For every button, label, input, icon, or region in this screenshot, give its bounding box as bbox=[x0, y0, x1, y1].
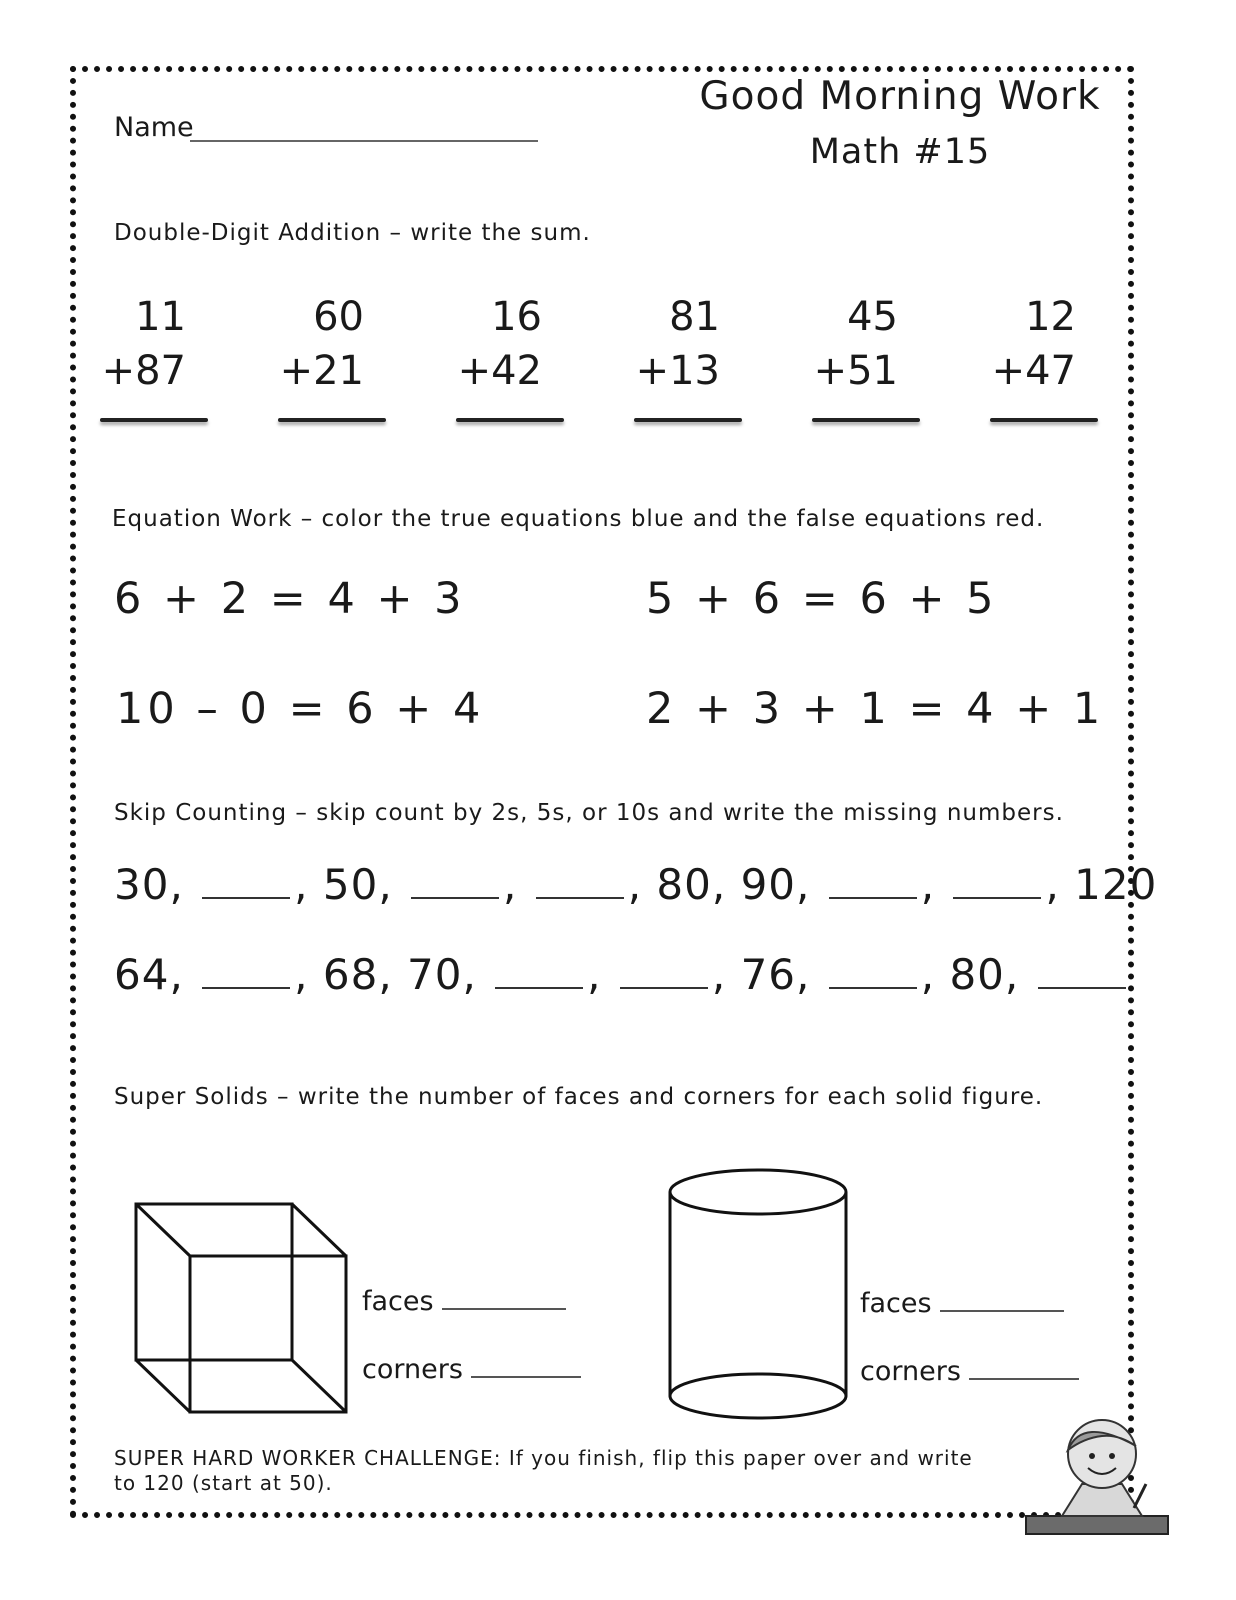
cylinder-figure bbox=[666, 1166, 852, 1424]
cube-corners-answer[interactable] bbox=[471, 1376, 581, 1378]
addend-bottom: +13 bbox=[635, 348, 720, 394]
addend-bottom: +21 bbox=[279, 348, 364, 394]
skip-blank[interactable] bbox=[953, 887, 1041, 899]
addend-top: 11 bbox=[135, 294, 186, 340]
separator: , bbox=[711, 860, 741, 909]
challenge-text bbox=[114, 1446, 1014, 1496]
addend-top: 16 bbox=[491, 294, 542, 340]
separator: , bbox=[378, 860, 408, 909]
separator: , bbox=[169, 950, 199, 999]
skip-row-2 bbox=[114, 950, 1130, 999]
addend-top: 60 bbox=[313, 294, 364, 340]
cube-figure bbox=[130, 1198, 356, 1424]
corners-label: corners bbox=[860, 1356, 961, 1387]
skip-number: 68 bbox=[322, 950, 379, 999]
page-subtitle: Math #15 bbox=[809, 132, 991, 172]
cylinder-faces-row bbox=[860, 1288, 1064, 1319]
challenge-line-1: SUPER HARD WORKER CHALLENGE: If you finish, flip this paper over and write bbox=[114, 1446, 973, 1470]
skip-number: 120 bbox=[1074, 860, 1158, 909]
cylinder-bottom bbox=[670, 1374, 846, 1418]
answer-line[interactable] bbox=[278, 418, 386, 422]
separator: , bbox=[462, 950, 492, 999]
cube-faces-row bbox=[362, 1286, 566, 1317]
skip-number: 30 bbox=[114, 860, 170, 909]
skip-number: 80 bbox=[656, 860, 712, 909]
solids-instruction: Super Solids – write the number of faces and corners for each solid figure. bbox=[114, 1084, 1044, 1110]
addition-problem bbox=[966, 290, 1076, 398]
addition-instruction: Double-Digit Addition – write the sum. bbox=[114, 220, 591, 246]
separator: , bbox=[294, 950, 323, 999]
equation[interactable]: 2 + 3 + 1 = 4 + 1 bbox=[646, 684, 1105, 734]
addend-bottom: +87 bbox=[101, 348, 186, 394]
skip-blank[interactable] bbox=[829, 977, 917, 989]
cube-edge bbox=[292, 1360, 346, 1412]
separator: , bbox=[711, 950, 741, 999]
cylinder-corners-row bbox=[860, 1356, 1079, 1387]
skip-blank[interactable] bbox=[620, 977, 708, 989]
answer-line[interactable] bbox=[100, 418, 208, 422]
skip-blank[interactable] bbox=[495, 977, 583, 989]
separator: , bbox=[503, 860, 532, 909]
separator: , bbox=[796, 950, 825, 999]
separator: , bbox=[1045, 860, 1075, 909]
addend-top: 45 bbox=[847, 294, 898, 340]
boy-writing-clipart bbox=[1022, 1412, 1172, 1542]
skip-instruction: Skip Counting – skip count by 2s, 5s, or 10s and write the missing numbers. bbox=[114, 800, 1064, 826]
separator: , bbox=[169, 860, 199, 909]
cube-corners-row bbox=[362, 1354, 581, 1385]
face-icon bbox=[1068, 1420, 1136, 1488]
skip-blank[interactable] bbox=[202, 977, 290, 989]
skip-blank[interactable] bbox=[1038, 977, 1126, 989]
cylinder-corners-answer[interactable] bbox=[969, 1378, 1079, 1380]
challenge-line-2: to 120 (start at 50). bbox=[114, 1471, 333, 1495]
equations-instruction: Equation Work – color the true equations blue and the false equations red. bbox=[112, 506, 1045, 532]
skip-blank[interactable] bbox=[411, 887, 499, 899]
skip-row-1 bbox=[114, 860, 1157, 909]
separator: , bbox=[796, 860, 825, 909]
pencil-icon bbox=[1134, 1484, 1146, 1508]
cube-edge bbox=[292, 1204, 346, 1256]
skip-blank[interactable] bbox=[536, 887, 624, 899]
addition-problem bbox=[254, 290, 364, 398]
addend-top: 12 bbox=[1025, 294, 1076, 340]
skip-blank[interactable] bbox=[829, 887, 917, 899]
addition-problem bbox=[788, 290, 898, 398]
cylinder-faces-answer[interactable] bbox=[940, 1310, 1064, 1312]
equation[interactable]: 5 + 6 = 6 + 5 bbox=[646, 574, 998, 624]
name-line[interactable] bbox=[190, 140, 538, 142]
skip-number: 64 bbox=[114, 950, 170, 999]
skip-number: 90 bbox=[740, 860, 797, 909]
skip-number: 80 bbox=[949, 950, 1005, 999]
answer-line[interactable] bbox=[812, 418, 920, 422]
desk-icon bbox=[1026, 1516, 1168, 1534]
name-label: Name bbox=[114, 112, 194, 143]
cube-faces-answer[interactable] bbox=[442, 1308, 566, 1310]
separator: , bbox=[920, 860, 950, 909]
addend-bottom: +47 bbox=[991, 348, 1076, 394]
skip-number: 70 bbox=[407, 950, 463, 999]
skip-number: 50 bbox=[322, 860, 379, 909]
cube-edge bbox=[136, 1204, 190, 1256]
addition-problem bbox=[610, 290, 720, 398]
addend-bottom: +51 bbox=[813, 348, 898, 394]
addition-problem bbox=[432, 290, 542, 398]
corners-label: corners bbox=[362, 1354, 463, 1385]
equation[interactable]: 6 + 2 = 4 + 3 bbox=[114, 574, 466, 624]
eye-icon bbox=[1109, 1453, 1115, 1459]
addend-top: 81 bbox=[669, 294, 720, 340]
page-title: Good Morning Work bbox=[699, 74, 1101, 119]
skip-number: 76 bbox=[740, 950, 797, 999]
separator: , bbox=[294, 860, 323, 909]
faces-label: faces bbox=[362, 1286, 434, 1317]
addition-problem bbox=[76, 290, 186, 398]
cylinder-top bbox=[670, 1170, 846, 1214]
answer-line[interactable] bbox=[634, 418, 742, 422]
eye-icon bbox=[1089, 1453, 1095, 1459]
skip-blank[interactable] bbox=[202, 887, 290, 899]
separator: , bbox=[920, 950, 950, 999]
equation[interactable]: 10 – 0 = 6 + 4 bbox=[116, 684, 485, 734]
answer-line[interactable] bbox=[456, 418, 564, 422]
answer-line[interactable] bbox=[990, 418, 1098, 422]
separator: , bbox=[587, 950, 616, 999]
faces-label: faces bbox=[860, 1288, 932, 1319]
separator: , bbox=[1004, 950, 1034, 999]
separator: , bbox=[627, 860, 657, 909]
addend-bottom: +42 bbox=[457, 348, 542, 394]
cube-edge bbox=[136, 1360, 190, 1412]
separator: , bbox=[378, 950, 408, 999]
